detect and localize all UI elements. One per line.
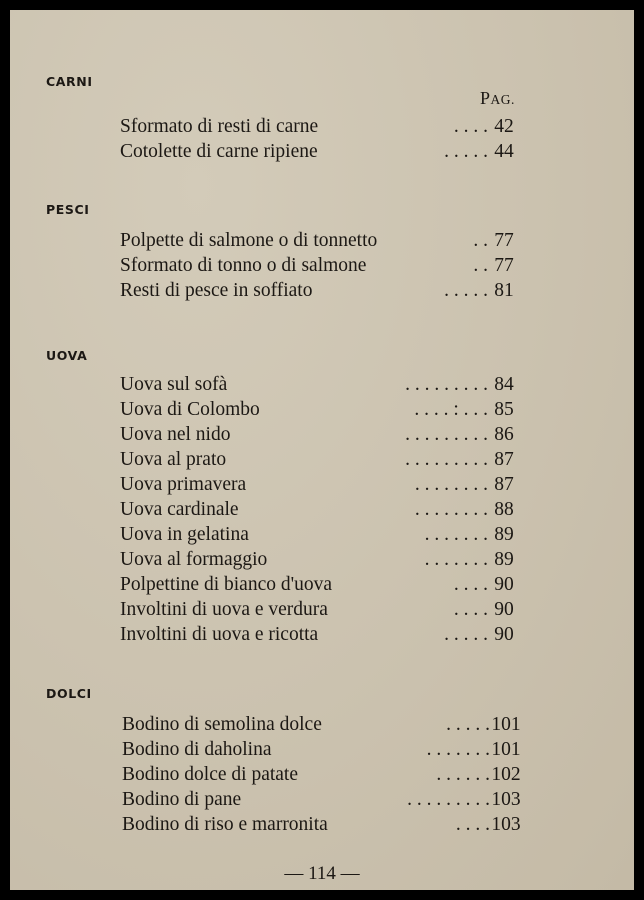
page-header-initial: P xyxy=(480,88,491,108)
entry-page-number: 77 xyxy=(494,255,514,276)
entry-leader-dots: . . . . . xyxy=(444,141,488,162)
entry-page-number: 102 xyxy=(491,764,521,785)
entry-leader-dots: . . . . . xyxy=(444,624,488,645)
entry-title: Involtini di uova e ricotta xyxy=(120,624,319,645)
entry-title: Uova in gelatina xyxy=(120,524,249,545)
entry-leader-dots: . . . . . . . xyxy=(426,739,490,760)
entry-leader-dots: . . . . . . . xyxy=(424,549,488,570)
entry-leader-dots: . . . . . . . . . xyxy=(407,789,490,810)
section-heading-dolci: DOLCI xyxy=(46,686,92,701)
entry-leader-dots: . . . . xyxy=(455,814,490,835)
entry-leader-dots: . . . . . . . . . xyxy=(405,449,488,470)
page-column-header xyxy=(480,88,515,109)
entry-title: Polpettine di bianco d'uova xyxy=(120,574,333,595)
entry-title: Polpette di salmone o di tonnetto xyxy=(120,230,378,251)
entry-leader-dots: . . . . . xyxy=(444,280,488,301)
section-heading-carni: CARNI xyxy=(46,74,93,89)
entry-leader-dots: . . . . . . xyxy=(436,764,490,785)
entry-title: Bodino di semolina dolce xyxy=(122,714,322,735)
entry-page-number: 101 xyxy=(491,739,521,760)
entry-page-number: 103 xyxy=(491,814,521,835)
page-number-footer: — 114 — xyxy=(284,863,360,884)
entry-leader-dots: . . . . . . . xyxy=(424,524,488,545)
entry-title: Cotolette di carne ripiene xyxy=(120,141,318,162)
entry-leader-dots: . . . . : . . . xyxy=(414,399,488,420)
entry-title: Bodino di pane xyxy=(122,789,242,810)
entry-page-number: 77 xyxy=(494,230,514,251)
entry-leader-dots: . . . . . . . . . xyxy=(405,424,488,445)
entry-title: Sformato di resti di carne xyxy=(120,116,319,137)
entry-leader-dots: . . . . xyxy=(453,599,488,620)
entry-page-number: 90 xyxy=(494,624,514,645)
entry-leader-dots: . . . . . xyxy=(446,714,490,735)
section-heading-uova: UOVA xyxy=(46,348,88,363)
entry-page-number: 90 xyxy=(494,599,514,620)
entry-title: Sformato di tonno o di salmone xyxy=(120,255,367,276)
entry-page-number: 81 xyxy=(494,280,514,301)
entry-title: Involtini di uova e verdura xyxy=(120,599,328,620)
entry-page-number: 87 xyxy=(494,474,514,495)
entry-leader-dots: . . . . xyxy=(453,116,488,137)
entry-title: Uova sul sofà xyxy=(120,374,228,395)
entry-page-number: 85 xyxy=(494,399,514,420)
entry-leader-dots: . . . . xyxy=(453,574,488,595)
section-heading-pesci: PESCI xyxy=(46,202,90,217)
entry-page-number: 88 xyxy=(494,499,514,520)
entry-leader-dots: . . . . . . . . . xyxy=(405,374,488,395)
entry-title: Resti di pesce in soffiato xyxy=(120,280,313,301)
entry-page-number: 89 xyxy=(494,549,514,570)
entry-leader-dots: . . . . . . . . xyxy=(414,499,488,520)
entry-leader-dots: . . . . . . . . xyxy=(414,474,488,495)
entry-title: Bodino di daholina xyxy=(122,739,272,760)
entry-page-number: 103 xyxy=(491,789,521,810)
entry-title: Uova cardinale xyxy=(120,499,239,520)
entry-title: Bodino dolce di patate xyxy=(122,764,298,785)
entry-title: Uova al prato xyxy=(120,449,227,470)
entry-page-number: 90 xyxy=(494,574,514,595)
entry-title: Uova di Colombo xyxy=(120,399,260,420)
entry-page-number: 84 xyxy=(494,374,514,395)
page-header-rest: AG. xyxy=(490,92,515,107)
entry-title: Bodino di riso e marronita xyxy=(122,814,328,835)
entry-page-number: 42 xyxy=(494,116,514,137)
book-page xyxy=(10,10,634,890)
entry-page-number: 89 xyxy=(494,524,514,545)
entry-page-number: 101 xyxy=(491,714,521,735)
entry-title: Uova nel nido xyxy=(120,424,231,445)
entry-leader-dots: . . xyxy=(473,230,488,251)
entry-page-number: 44 xyxy=(494,141,514,162)
entry-page-number: 87 xyxy=(494,449,514,470)
entry-page-number: 86 xyxy=(494,424,514,445)
entry-title: Uova al formaggio xyxy=(120,549,268,570)
entry-title: Uova primavera xyxy=(120,474,247,495)
entry-leader-dots: . . xyxy=(473,255,488,276)
